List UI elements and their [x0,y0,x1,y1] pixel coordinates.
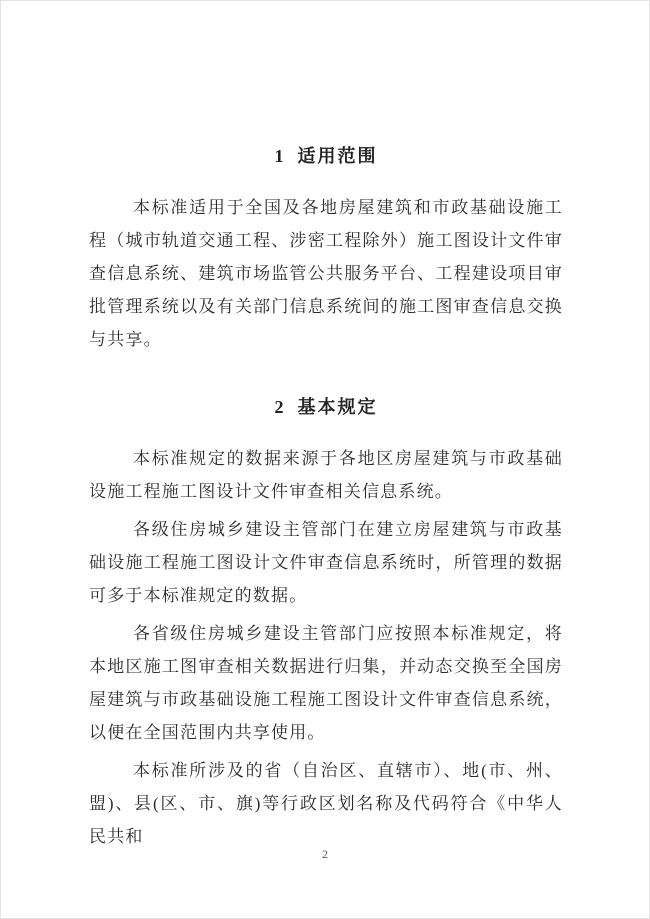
section-2-paragraph-4: 本标准所涉及的省（自治区、直辖市）、地(市、州、盟)、县(区、市、旗)等行政区划名称及代码符合《中华人民共和 [89,761,563,846]
section-2-paragraph-3: 各省级住房城乡建设主管部门应按照本标准规定，将本地区施工图审查相关数据进行归集，并动态交换至全国房屋建筑与市政基础设施工程施工图设计文件审查信息系统，以便在全国范围内共享使用。 [89,624,563,742]
section-scope [89,140,563,356]
section-basic-rules [89,391,563,853]
page-number: 2 [322,847,328,861]
section-2-paragraph-2: 各级住房城乡建设主管部门在建立房屋建筑与市政基础设施工程施工图设计文件审查信息系统时，所管理的数据可多于本标准规定的数据。 [89,520,563,605]
section-1-heading [89,140,563,173]
section-2-paragraph-1: 本标准规定的数据来源于各地区房屋建筑与市政基础设施工程施工图设计文件审查相关信息系统。 [89,449,563,501]
section-1-number: 1 [274,146,284,166]
section-2-title: 基本规定 [297,397,378,417]
section-1-title: 适用范围 [297,146,378,166]
section-2-heading [89,391,563,424]
section-2-number: 2 [274,397,284,417]
section-1-paragraph-1: 本标准适用于全国及各地房屋建筑和市政基础设施工程（城市轨道交通工程、涉密工程除外）施工图设计文件审查信息系统、建筑市场监管公共服务平台、工程建设项目审批管理系统以及有关部门信息系统间的施工图审查信息交换与共享。 [89,198,563,349]
document-content [89,140,563,858]
